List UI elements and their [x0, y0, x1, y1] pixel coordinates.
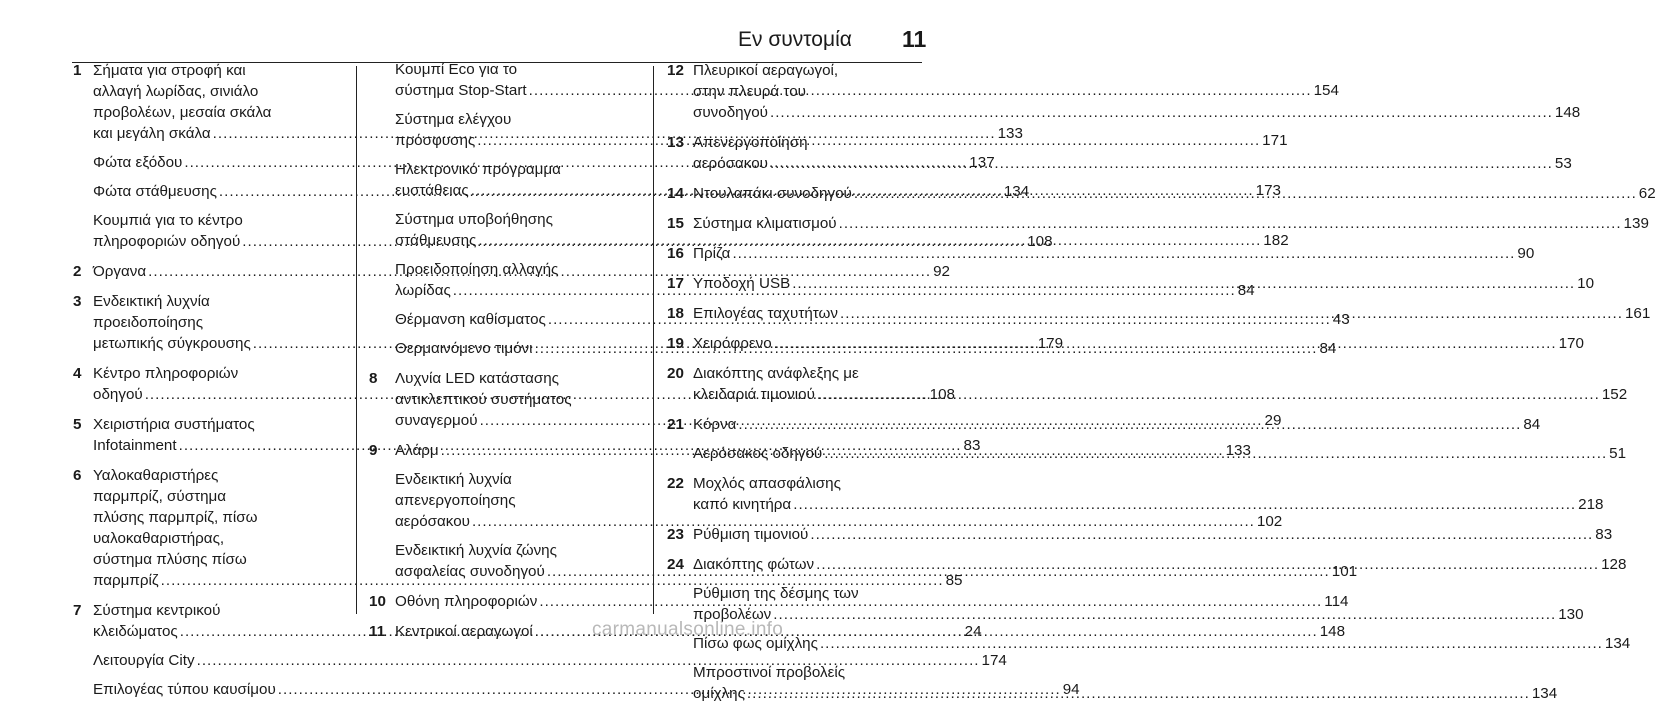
leader-dots	[808, 524, 1595, 545]
callout-number: 20	[667, 365, 684, 382]
page-reference: 174	[981, 652, 1007, 669]
callout-number: 10	[369, 593, 386, 610]
leader-dots	[791, 494, 1578, 515]
page-reference: 134	[1003, 183, 1030, 200]
entry-label: Διακόπτης φώτων	[693, 556, 815, 573]
entry-label: στάθμευσης	[395, 232, 477, 249]
leader-dots	[772, 333, 1559, 354]
entry-label: Πίσω φως ομίχλης	[693, 635, 818, 652]
entry-text-line: Κουμπιά για το κέντρο	[93, 212, 243, 229]
callout-number: 13	[667, 134, 684, 151]
entry-text-line: αντικλεπτικού συστήματος	[395, 391, 572, 408]
page-reference: 102	[1256, 513, 1283, 530]
page-header	[0, 22, 960, 54]
page-reference: 83	[963, 437, 981, 454]
page-reference: 154	[1313, 82, 1339, 99]
index-entry	[667, 473, 1604, 515]
leader-dots	[838, 303, 1625, 324]
page-reference: 29	[1264, 412, 1282, 429]
entry-label: οδηγού	[93, 386, 143, 403]
entry-label: Χειρόφρενο	[693, 335, 772, 352]
page-reference: 90	[1517, 245, 1535, 262]
entry-label: λωρίδας	[395, 282, 451, 299]
entry-text-line: Σήματα για στροφή και	[93, 62, 246, 79]
page-reference: 171	[1262, 132, 1288, 149]
entry-label: καπό κινητήρα	[693, 496, 792, 513]
entry-text-line: υαλοκαθαριστήρας,	[93, 530, 225, 547]
entry-last-line	[93, 650, 1007, 671]
entry-label: ομίχλης	[693, 685, 745, 702]
entry-text-line: Μπροστινοί προβολείς	[693, 664, 846, 681]
page-reference: 170	[1558, 335, 1584, 352]
callout-number: 23	[667, 526, 684, 543]
entry-text-line: Ενδεικτική λυχνία ζώνης	[395, 542, 557, 559]
callout-number: 19	[667, 335, 684, 352]
entry-label: κλειδώματος	[93, 623, 178, 640]
callout-number: 5	[73, 416, 82, 433]
index-entry	[667, 213, 1649, 234]
entry-text-line: Προειδοποίηση αλλαγής	[395, 261, 559, 278]
entry-label: Αερόσακος οδηγού	[693, 445, 823, 462]
entry-text-line: Πλευρικοί αεραγωγοί,	[693, 62, 839, 79]
page-reference: 84	[1319, 340, 1337, 357]
callout-number: 17	[667, 275, 684, 292]
entry-text-line: Υαλοκαθαριστήρες	[93, 467, 219, 484]
entry-text-line: παρμπρίζ, σύστημα	[93, 488, 227, 505]
entry-label: Σύστημα κλιματισμού	[693, 215, 837, 232]
entry-text-line: πλύσης παρμπρίζ, πίσω	[93, 509, 258, 526]
leader-dots	[852, 183, 1639, 204]
column-divider	[653, 66, 654, 614]
entry-label: Φώτα στάθμευσης	[93, 183, 217, 200]
entry-text-line: Ρύθμιση της δέσμης των	[693, 585, 859, 602]
entry-label: ευστάθειας	[395, 182, 469, 199]
leader-dots	[736, 414, 1523, 435]
leader-dots	[768, 153, 1555, 174]
page-reference: 134	[1604, 635, 1631, 652]
leader-dots	[768, 102, 1555, 123]
entry-text-line: στην πλευρά του	[693, 83, 806, 100]
entry-text-line: Ενδεικτική λυχνία	[93, 293, 210, 310]
page-reference: 218	[1578, 496, 1604, 513]
page-reference: 85	[945, 572, 963, 589]
entry-last-line	[693, 213, 1649, 234]
entry-text-line: Μοχλός απασφάλισης	[693, 475, 841, 492]
callout-number: 15	[667, 215, 684, 232]
callout-number: 16	[667, 245, 684, 262]
index-entry	[667, 243, 1535, 264]
entry-text-line: αλλαγή λωρίδας, σινιάλο	[93, 83, 259, 100]
entry-label: Πρίζα	[693, 245, 731, 262]
entry-text-line: Απενεργοποίηση	[693, 134, 808, 151]
entry-text-line: Διακόπτης ανάφλεξης με	[693, 365, 859, 382]
callout-number: 3	[73, 293, 82, 310]
entry-label: κλειδαριά τιμονιού	[693, 386, 815, 403]
entry-text-line: προειδοποίησης	[93, 314, 204, 331]
watermark: carmanualsonline.info	[592, 619, 784, 640]
page-reference: 114	[1324, 593, 1349, 610]
page-reference: 94	[1062, 681, 1080, 698]
entry-label: προβολέων	[693, 606, 772, 623]
entry-label: Ντουλαπάκι συνοδηγού	[693, 185, 852, 202]
page-reference: 182	[1263, 232, 1289, 249]
page-reference: 137	[969, 154, 995, 171]
entry-label: αερόσακου	[693, 155, 768, 172]
callout-number: 22	[667, 475, 684, 492]
entry-label: Αλάρμ	[395, 442, 439, 459]
entry-label: Infotainment	[93, 437, 177, 454]
callout-number: 24	[667, 556, 684, 573]
entry-last-line	[693, 243, 1535, 264]
page-reference: 152	[1601, 386, 1628, 403]
callout-number: 9	[369, 442, 378, 459]
callout-number: 2	[73, 263, 82, 280]
entry-label: μετωπικής σύγκρουσης	[93, 335, 251, 352]
leader-dots	[771, 604, 1558, 625]
page-reference: 139	[1623, 215, 1649, 232]
page-reference: 51	[1609, 445, 1627, 462]
entry-label: παρμπρίζ	[93, 572, 159, 589]
callout-number: 8	[369, 370, 378, 387]
leader-dots	[814, 554, 1601, 575]
page-reference: 173	[1255, 182, 1281, 199]
entry-label: και μεγάλη σκάλα	[93, 125, 211, 142]
callout-number: 14	[667, 185, 684, 202]
page-reference: 134	[1531, 685, 1558, 702]
entry-label: Ρύθμιση τιμονιού	[693, 526, 809, 543]
entry-label: συνοδηγού	[693, 104, 768, 121]
entry-label: Θερμαινόμενο τιμόνι	[395, 340, 533, 357]
entry-label: Οθόνη πληροφοριών	[395, 593, 538, 610]
header-title: Εν συντομία	[738, 28, 852, 51]
callout-number: 7	[73, 602, 82, 619]
page-reference: 179	[1037, 335, 1064, 352]
entry-text-line: Σύστημα υποβοήθησης	[395, 211, 553, 228]
entry-label: αερόσακου	[395, 513, 470, 530]
entry-label: Επιλογέας τύπου καυσίμου	[93, 681, 276, 698]
page-reference: 84	[1523, 416, 1541, 433]
leader-dots	[818, 633, 1605, 654]
leader-dots	[815, 384, 1602, 405]
entry-label: ασφαλείας συνοδηγού	[395, 563, 545, 580]
entry-text-line: προβολέων, μεσαία σκάλα	[93, 104, 272, 121]
entry-text-line: Σύστημα ελέγχου	[395, 111, 512, 128]
entry-text-line: Κέντρο πληροφοριών	[93, 365, 239, 382]
page-reference: 84	[1237, 282, 1255, 299]
entry-text-line: Ενδεικτική λυχνία	[395, 471, 512, 488]
page-reference: 108	[1027, 233, 1053, 250]
entry-text-line: απενεργοποίησης	[395, 492, 516, 509]
entry-label: Λειτουργία City	[93, 652, 195, 669]
entry-last-line	[693, 494, 1604, 515]
page-reference: 101	[1331, 563, 1358, 580]
callout-number: 21	[667, 416, 684, 433]
entry-label: Κόρνα	[693, 416, 737, 433]
page-reference: 108	[929, 386, 955, 403]
entry-text-line: Χειριστήρια συστήματος	[93, 416, 255, 433]
entry-label: Όργανα	[93, 263, 147, 280]
page-reference: 62	[1638, 185, 1656, 202]
page-number: 11	[902, 26, 927, 52]
entry-label: Θέρμανση καθίσματος	[395, 311, 546, 328]
entry-text-line: Λυχνία LED κατάστασης	[395, 370, 559, 387]
entry-text-line: Κουμπί Eco για το	[395, 61, 518, 78]
callout-number: 4	[73, 365, 82, 382]
callout-number: 1	[73, 62, 82, 79]
page-reference: 161	[1624, 305, 1651, 322]
page-reference: 92	[933, 263, 950, 280]
entry-label: Κεντρικοί αεραγωγοί	[395, 623, 533, 640]
leader-dots	[730, 243, 1517, 264]
entry-label: πρόσφυσης	[395, 132, 476, 149]
leader-dots	[790, 273, 1577, 294]
page-reference: 148	[1554, 104, 1581, 121]
leader-dots	[745, 683, 1532, 704]
page-reference: 53	[1554, 155, 1572, 172]
page-reference: 24	[964, 623, 982, 640]
callout-number: 12	[667, 62, 684, 79]
page-reference: 148	[1319, 623, 1346, 640]
entry-last-line	[693, 102, 1581, 123]
entry-text-line: σύστημα πλύσης πίσω	[93, 551, 247, 568]
index-entry	[73, 650, 1007, 671]
page-reference: 83	[1595, 526, 1613, 543]
index-entry	[667, 524, 1613, 545]
entry-label: συναγερμού	[395, 412, 478, 429]
page-reference: 133	[1225, 442, 1251, 459]
entry-label: Επιλογέας ταχυτήτων	[693, 305, 839, 322]
entry-label: πληροφοριών οδηγού	[93, 233, 241, 250]
page-reference: 133	[997, 125, 1023, 142]
page-reference: 130	[1558, 606, 1584, 623]
entry-last-line	[395, 511, 1283, 532]
callout-number: 18	[667, 305, 684, 322]
entry-label: σύστημα Stop-Start	[395, 82, 527, 99]
entry-label: Υποδοχή USB	[693, 275, 791, 292]
entry-text-line: Ηλεκτρονικό πρόγραμμα	[395, 161, 561, 178]
leader-dots	[837, 213, 1624, 234]
entry-text-line: Σύστημα κεντρικού	[93, 602, 221, 619]
page-reference: 10	[1577, 275, 1595, 292]
callout-number: 6	[73, 467, 82, 484]
callout-number: 11	[369, 623, 386, 640]
page-reference: 43	[1332, 311, 1350, 328]
page-reference: 128	[1601, 556, 1627, 573]
entry-last-line	[693, 524, 1613, 545]
entry-label: Φώτα εξόδου	[93, 154, 183, 171]
leader-dots	[822, 443, 1609, 464]
column-divider	[356, 66, 357, 614]
